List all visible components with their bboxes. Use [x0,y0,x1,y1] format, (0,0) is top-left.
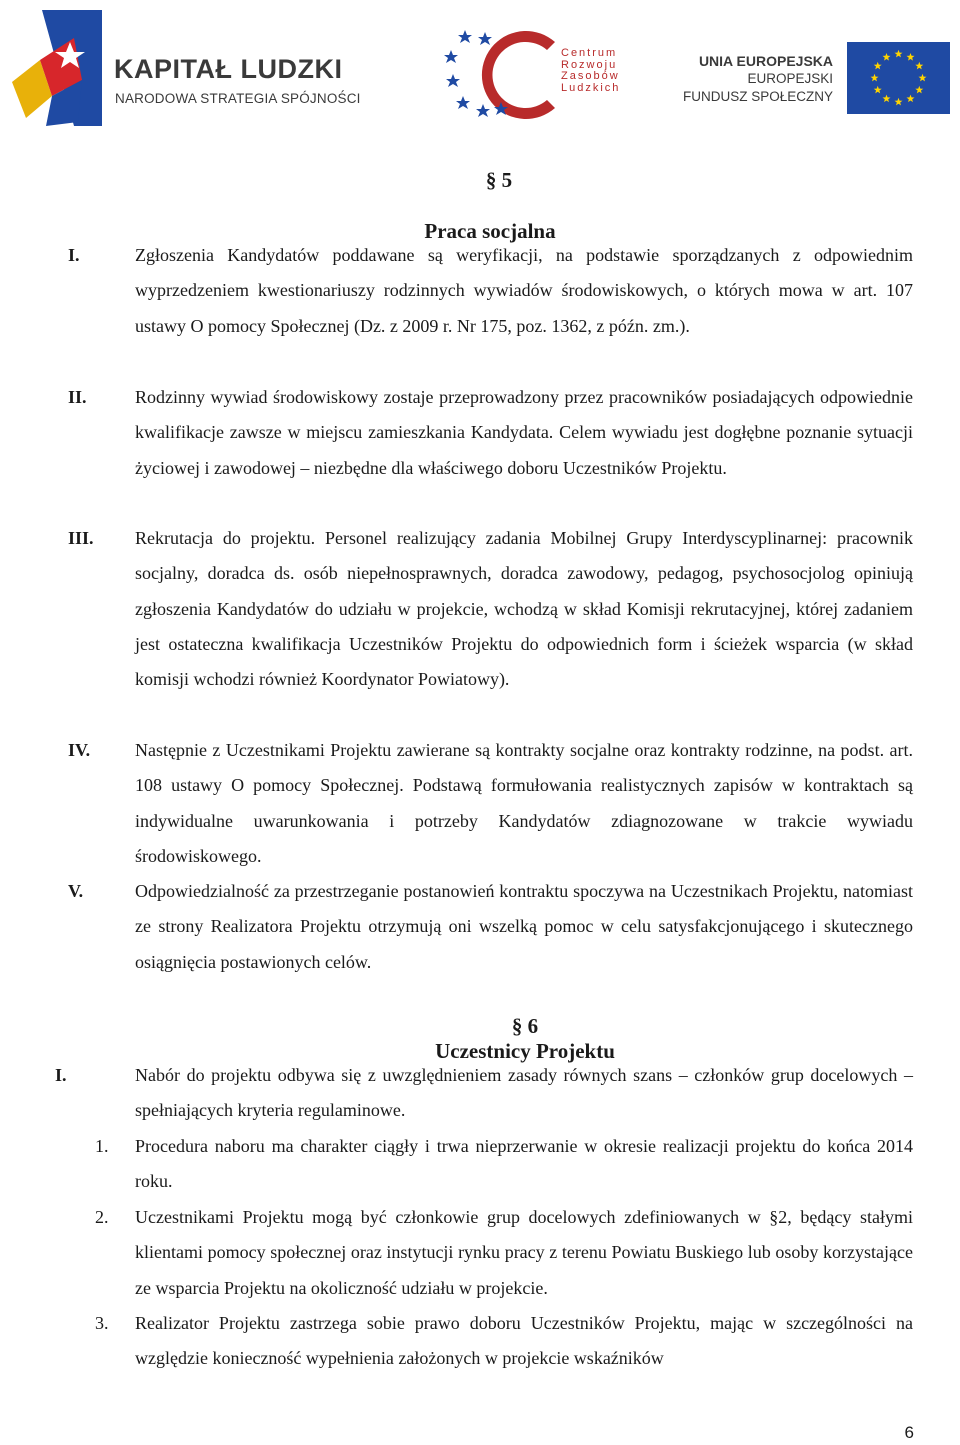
item-label: V. [68,881,84,901]
eu-star-icon [874,62,882,70]
item-label: II. [68,387,87,407]
paragraph: Zgłoszenia Kandydatów poddawane są weryfikacji, na podstawie sporządzanych z odpowiednim wyprzedzeniem kwestionariuszy rodzinnych wywiadów środowiskowych, o których mowa w art. 107 ustawy O pomocy Społecznej (Dz. z 2009 r. Nr 175, poz. 1362, z późn. zm.). [135,245,913,336]
eu-star-icon [874,86,882,94]
paragraph: Nabór do projektu odbywa się z uwzględnieniem zasady równych szans – członków grup docelowych – spełniających kryteria regulaminowe. [135,1065,913,1121]
eu-star-icon [907,95,915,103]
item-label: 1. [95,1136,109,1156]
eu-star-icon [907,53,915,61]
paragraph: Odpowiedzialność za przestrzeganie postanowień kontraktu spoczywa na Uczestnikach Projektu, natomiast ze strony Realizatora Projektu otrzymują oni wszelką pomoc w celu satysfakcjonującego i skutecznego osiągnięcia postawionych celów. [135,881,913,972]
item-label: 3. [95,1313,109,1333]
eu-logo [682,42,950,116]
eu-flag-icon [847,42,950,114]
eu-line-2: EUROPEJSKI [747,71,833,86]
eu-star-icon [883,95,891,103]
crzl-logo [443,28,633,120]
eu-star-icon [895,98,903,106]
section-5-number: § 5 [485,168,513,192]
kapital-ludzki-logo [12,10,377,126]
eu-star-icon [919,74,927,82]
item-label: I. [68,245,80,265]
paragraph: Rodzinny wywiad środowiskowy zostaje przeprowadzony przez pracowników posiadających odpowiednie kwalifikacje zawsze w miejscu zamieszkania Kandydata. Celem wywiadu jest dogłębne poznanie sytuacji życiowej i zawodowej – niezbędne dla właściwego doboru Uczestników Projektu. [135,387,913,478]
item-label: I. [55,1065,67,1085]
kapital-ludzki-subtitle: NARODOWA STRATEGIA SPÓJNOŚCI [115,91,361,106]
eu-star-icon [915,62,923,70]
eu-star-icon [895,50,903,58]
crzl-line-4: Ludzkich [561,81,621,94]
eu-star-icon [883,53,891,61]
item-label: 2. [95,1207,109,1227]
crzl-line-3: Zasobów [561,70,620,82]
eu-line-1: UNIA EUROPEJSKA [698,53,833,69]
section-5-title: Praca socjalna [424,219,556,243]
eu-star-icon [915,86,923,94]
eu-line-3: FUNDUSZ SPOŁECZNY [682,89,833,104]
section-6-title: Uczestnicy Projektu [435,1039,615,1063]
item-label: III. [68,528,94,548]
paragraph: Uczestnikami Projektu mogą być członkowie grup docelowych zdefiniowanych w §2, będący stałymi klientami pomocy społecznej oraz instytucji rynku pracy z terenu Powiatu Buskiego lub osoby korzystające ze wsparcia Projektu na okoliczność udziału w projekcie. [135,1207,913,1298]
paragraph: Rekrutacja do projektu. Personel realizujący zadania Mobilnej Grupy Interdyscyplinarnej: pracownik socjalny, doradca ds. osób niepełnosprawnych, doradca zawodowy, pedagog, psychosocjolog opiniują zgłoszenia Kandydatów do udziału w projekcie, wchodzą w skład Komisji rekrutacyjnej, której zadaniem jest ostateczna kwalifikacja Uczestników Projektu do odpowiednich form i ścieżek wsparcia (w skład komisji wchodzi również Koordynator Powiatowy). [135,528,913,690]
paragraph: Procedura naboru ma charakter ciągły i trwa nieprzerwanie w okresie realizacji projektu do końca 2014 roku. [135,1136,913,1192]
paragraph: Następnie z Uczestnikami Projektu zawierane są kontrakty socjalne oraz kontrakty rodzinne, na podst. art. 108 ustawy O pomocy Społecznej. Podstawą formułowania realistycznych zapisów w kontraktach są indywidualne uwarunkowania i potrzeby Kandydatów zdiagnozowane w trakcie wywiadu środowiskowego. [135,740,913,866]
crzl-emblem-icon [443,28,561,120]
kapital-ludzki-emblem-icon [12,10,102,126]
crzl-name [561,48,620,94]
item-label: IV. [68,740,91,760]
section-6-number: § 6 [511,1014,539,1038]
eu-star-icon [871,74,879,82]
page-number: 6 [904,1423,914,1442]
kapital-ludzki-title: KAPITAŁ LUDZKI [114,54,343,84]
paragraph: Realizator Projektu zastrzega sobie prawo doboru Uczestników Projektu, mając w szczególności na względzie konieczność wypełnienia założonych w projekcie wskaźników [135,1313,913,1369]
crzl-line-1: Centrum [561,47,618,59]
crzl-line-2: Rozwoju [561,58,618,71]
